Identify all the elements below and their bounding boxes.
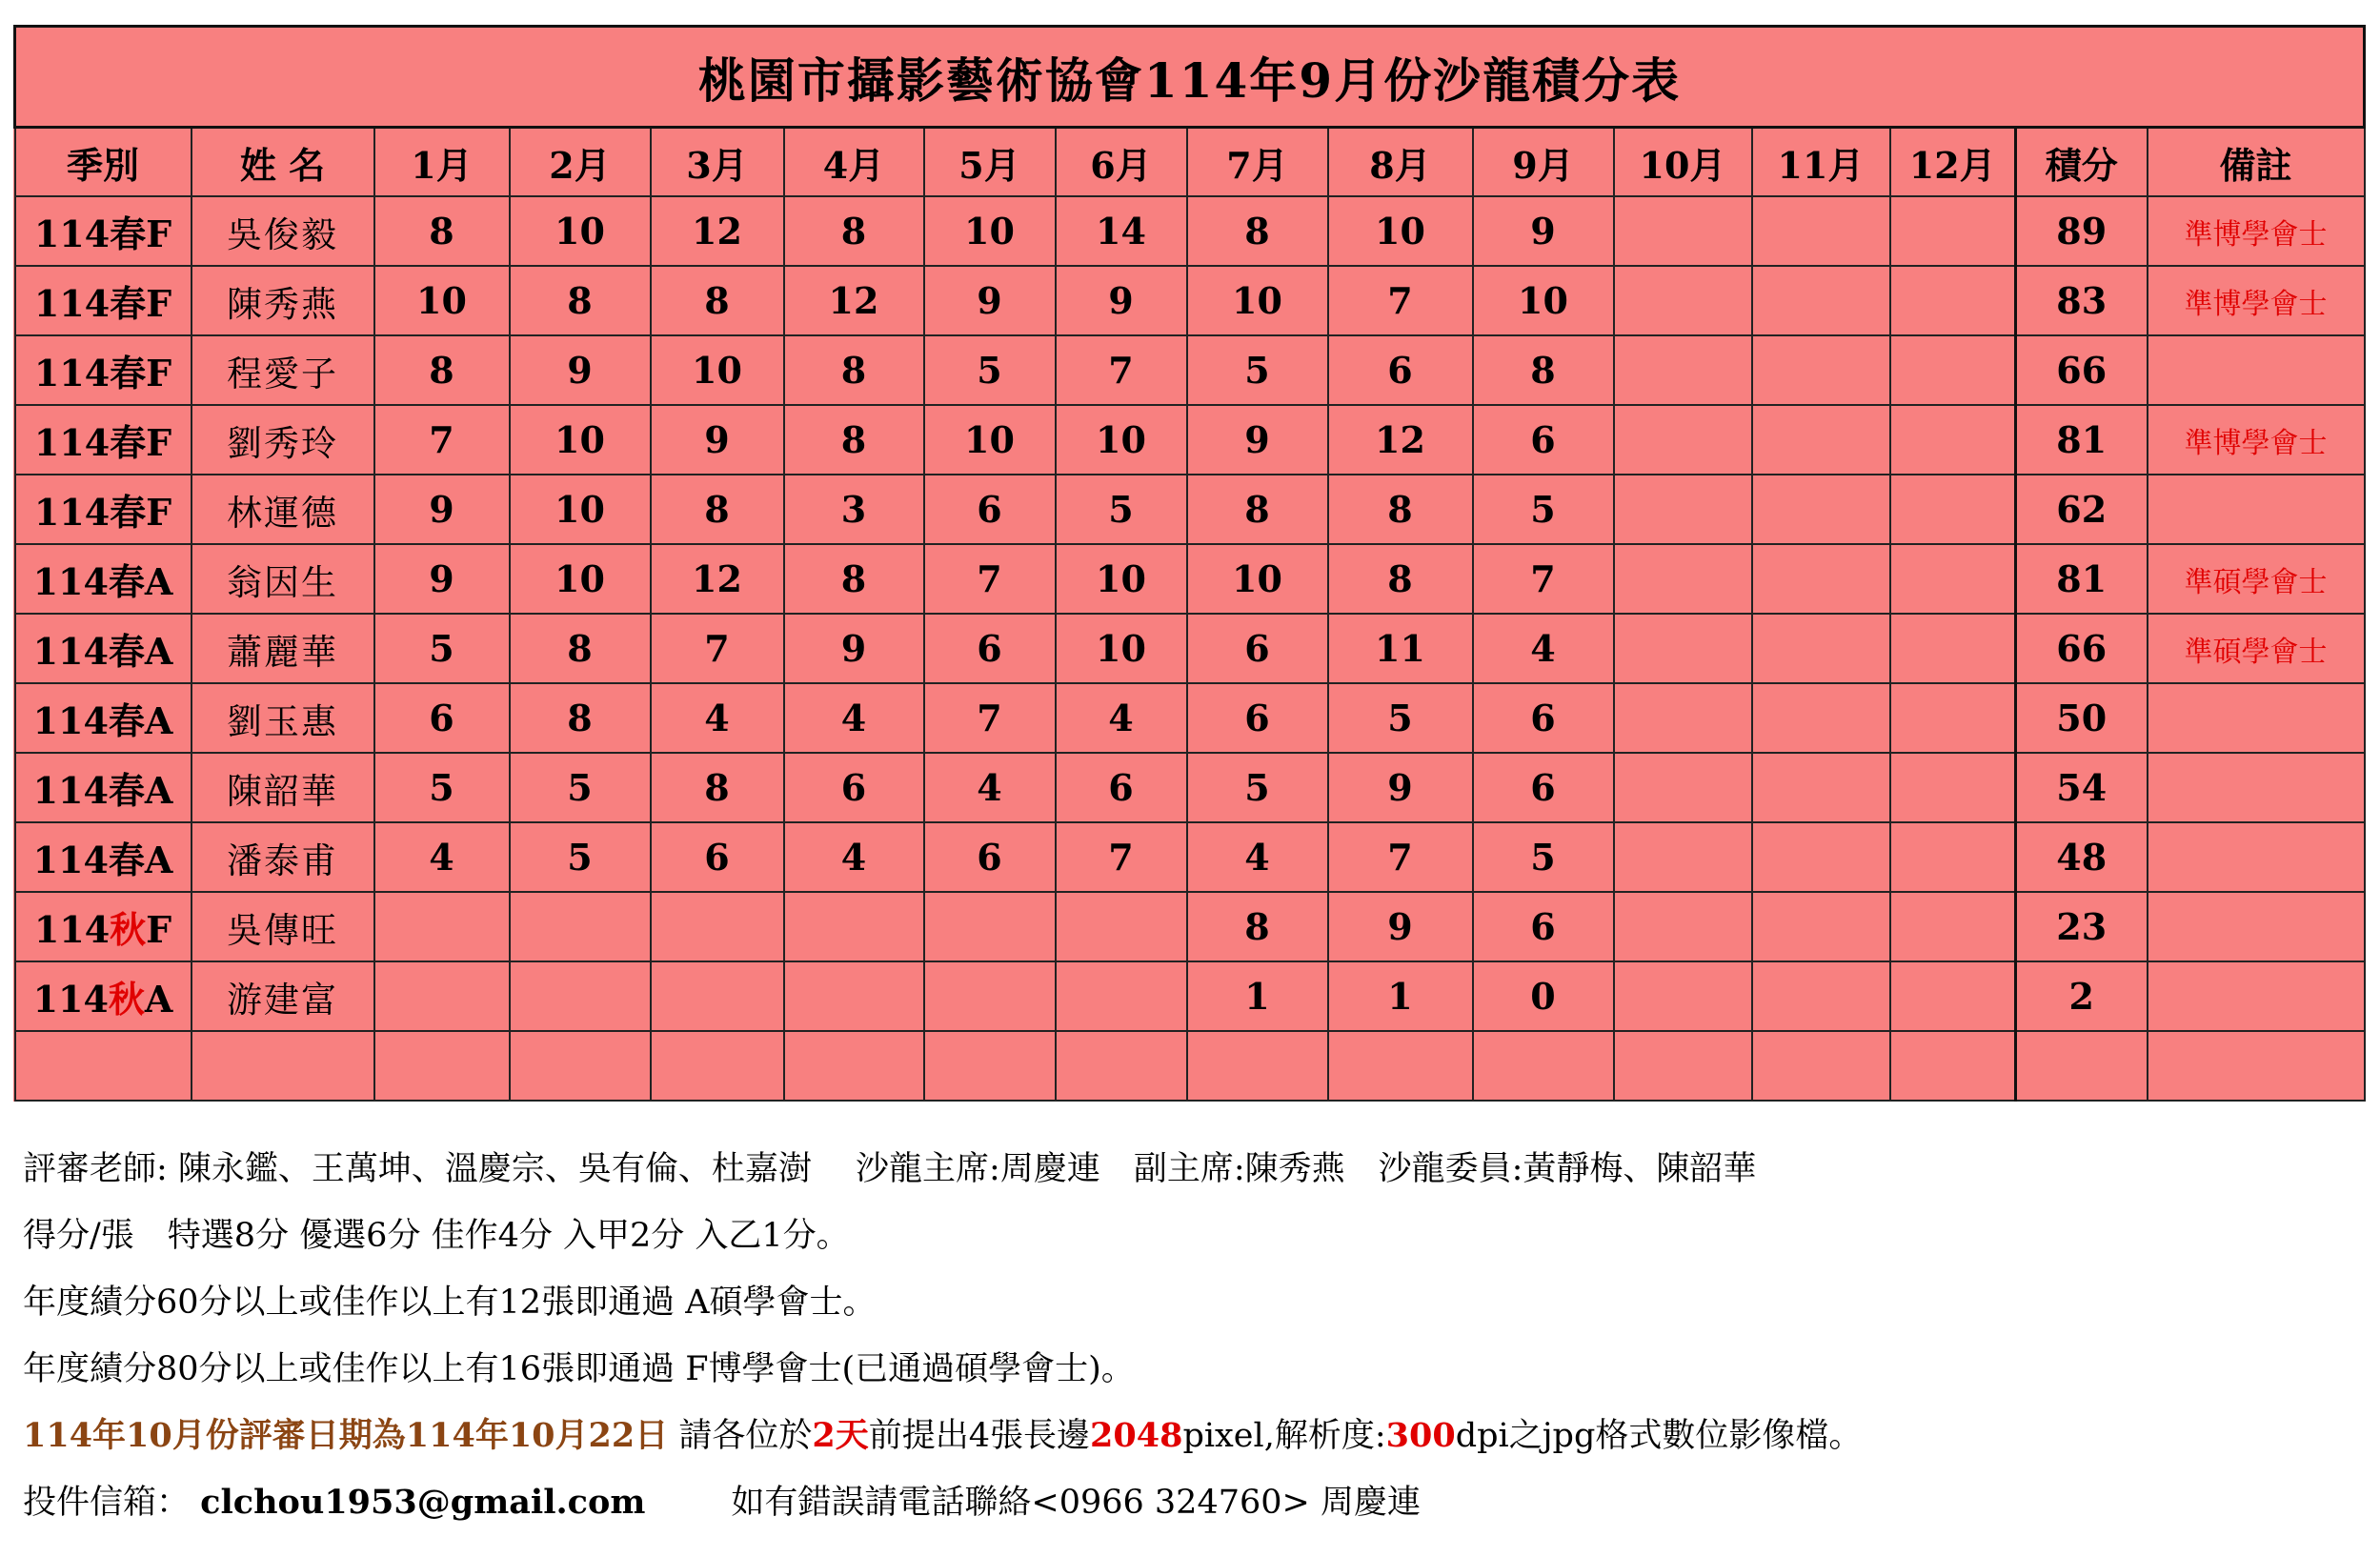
- month-score: [1056, 961, 1187, 1031]
- month-score: [1614, 683, 1752, 753]
- total-score: 48: [2016, 822, 2148, 892]
- month-score: [1890, 405, 2016, 475]
- month-score: [1614, 892, 1752, 961]
- month-score: 10: [510, 475, 651, 544]
- column-header: 備註: [2148, 128, 2365, 197]
- season-cell: [15, 266, 192, 335]
- season-cell: [15, 614, 192, 683]
- month-score: [510, 892, 651, 961]
- month-score: 4: [651, 683, 784, 753]
- table-row: [15, 335, 2365, 405]
- month-score: 0: [1473, 961, 1614, 1031]
- total-score: 66: [2016, 614, 2148, 683]
- month-score: [1056, 1031, 1187, 1101]
- month-score: [1056, 892, 1187, 961]
- month-score: 9: [374, 475, 510, 544]
- month-score: [1890, 544, 2016, 614]
- member-name: 游建富: [192, 961, 374, 1031]
- month-score: 12: [784, 266, 924, 335]
- remark: [2148, 1031, 2365, 1101]
- f-level-rule: 年度績分80分以上或佳作以上有16張即通過 F博學會士(已通過碩學會士)。: [23, 1350, 1135, 1388]
- a-level-rule: 年度績分60分以上或佳作以上有12張即通過 A碩學會士。: [23, 1284, 877, 1322]
- month-score: 8: [651, 475, 784, 544]
- month-score: 7: [1328, 266, 1473, 335]
- month-score: 5: [510, 822, 651, 892]
- season-cell: [15, 892, 192, 961]
- month-score: [1752, 1031, 1890, 1101]
- table-row: [15, 961, 2365, 1031]
- month-score: 10: [924, 196, 1056, 266]
- month-score: 7: [374, 405, 510, 475]
- month-score: 6: [1473, 892, 1614, 961]
- month-score: 4: [924, 753, 1056, 822]
- month-score: 5: [1473, 475, 1614, 544]
- table-row: [15, 475, 2365, 544]
- season-level: A: [144, 630, 173, 673]
- month-score: [924, 961, 1056, 1031]
- month-score: 10: [510, 405, 651, 475]
- remark: 準碩學會士: [2148, 544, 2365, 614]
- month-score: [1614, 961, 1752, 1031]
- month-score: [1187, 1031, 1328, 1101]
- month-score: [1890, 753, 2016, 822]
- column-header: 5月: [924, 128, 1056, 197]
- month-score: 4: [1473, 614, 1614, 683]
- month-score: 9: [1187, 405, 1328, 475]
- member-name: 劉玉惠: [192, 683, 374, 753]
- month-score: 7: [924, 544, 1056, 614]
- month-score: 6: [1056, 753, 1187, 822]
- month-score: 7: [1328, 822, 1473, 892]
- season-level: F: [146, 491, 172, 534]
- remark: [2148, 892, 2365, 961]
- total-score: 2: [2016, 961, 2148, 1031]
- judges-line: 評審老師: 陳永鑑、王萬坤、溫慶宗、吳有倫、杜嘉澍 沙龍主席:周慶連 副主席:陳秀燕 沙龍委員:黃靜梅、陳韶華: [23, 1150, 1757, 1188]
- total-score: 83: [2016, 266, 2148, 335]
- month-score: 10: [510, 196, 651, 266]
- season-year: 114春: [32, 699, 145, 742]
- season-year: 114: [33, 908, 111, 951]
- month-score: 8: [510, 266, 651, 335]
- month-score: 8: [784, 335, 924, 405]
- season-year: 114: [32, 978, 109, 1021]
- month-score: [1473, 1031, 1614, 1101]
- month-score: [1890, 1031, 2016, 1101]
- month-score: [1890, 335, 2016, 405]
- season-level: A: [144, 769, 173, 812]
- month-score: 7: [924, 683, 1056, 753]
- season-year: 114春: [33, 491, 147, 534]
- table-row: [15, 1031, 2365, 1101]
- month-score: [1614, 196, 1752, 266]
- month-score: 8: [651, 266, 784, 335]
- member-name: 吳傳旺: [192, 892, 374, 961]
- month-score: [1614, 405, 1752, 475]
- month-score: 6: [1473, 405, 1614, 475]
- member-name: 陳韶華: [192, 753, 374, 822]
- month-score: 8: [1187, 196, 1328, 266]
- month-score: 6: [784, 753, 924, 822]
- month-score: [1890, 266, 2016, 335]
- month-score: 10: [510, 544, 651, 614]
- month-score: 5: [1187, 753, 1328, 822]
- total-score: [2016, 1031, 2148, 1101]
- month-score: 10: [1187, 266, 1328, 335]
- column-header: 姓 名: [192, 128, 374, 197]
- month-score: 5: [1328, 683, 1473, 753]
- month-score: 10: [1187, 544, 1328, 614]
- season-cell: [15, 475, 192, 544]
- month-score: 5: [510, 753, 651, 822]
- member-name: [192, 1031, 374, 1101]
- season-level: A: [144, 839, 173, 881]
- column-header: 9月: [1473, 128, 1614, 197]
- table-title: 桃園市攝影藝術協會114年9月份沙龍積分表: [15, 27, 2365, 128]
- season-term: 秋: [110, 908, 147, 951]
- season-term: 秋: [108, 978, 145, 1021]
- month-score: 12: [651, 196, 784, 266]
- days-value: 2天: [812, 1416, 869, 1455]
- month-score: [784, 961, 924, 1031]
- column-header: 積分: [2016, 128, 2148, 197]
- month-score: [510, 961, 651, 1031]
- month-score: [374, 892, 510, 961]
- season-year: 114春: [33, 212, 147, 255]
- table-row: [15, 683, 2365, 753]
- month-score: 4: [374, 822, 510, 892]
- month-score: [1752, 335, 1890, 405]
- season-cell: [15, 822, 192, 892]
- column-header: 4月: [784, 128, 924, 197]
- month-score: 4: [1056, 683, 1187, 753]
- month-score: [651, 961, 784, 1031]
- month-score: 9: [374, 544, 510, 614]
- total-score: 50: [2016, 683, 2148, 753]
- season-cell: [15, 544, 192, 614]
- month-score: 8: [1473, 335, 1614, 405]
- month-score: [1752, 544, 1890, 614]
- season-level: F: [146, 352, 172, 394]
- month-score: 4: [784, 822, 924, 892]
- month-score: 10: [1056, 544, 1187, 614]
- month-score: [651, 892, 784, 961]
- notes-section: [23, 1136, 2367, 1536]
- season-year: 114春: [32, 560, 145, 603]
- month-score: [1752, 822, 1890, 892]
- table-row: [15, 266, 2365, 335]
- month-score: [1890, 892, 2016, 961]
- month-score: 9: [784, 614, 924, 683]
- month-score: 8: [1328, 544, 1473, 614]
- month-score: [1890, 196, 2016, 266]
- submission-text-a: 請各位於: [668, 1417, 813, 1455]
- month-score: [1614, 544, 1752, 614]
- month-score: [1752, 475, 1890, 544]
- table-row: [15, 614, 2365, 683]
- month-score: 7: [1473, 544, 1614, 614]
- remark: [2148, 961, 2365, 1031]
- month-score: [510, 1031, 651, 1101]
- season-year: 114春: [33, 421, 147, 464]
- month-score: [784, 1031, 924, 1101]
- month-score: [1752, 892, 1890, 961]
- month-score: 7: [1056, 822, 1187, 892]
- month-score: [924, 1031, 1056, 1101]
- contact-line: [23, 1469, 2367, 1536]
- remark: [2148, 683, 2365, 753]
- remark: [2148, 475, 2365, 544]
- submission-line: [23, 1403, 2367, 1469]
- total-score: 62: [2016, 475, 2148, 544]
- month-score: 6: [924, 475, 1056, 544]
- month-score: [1328, 1031, 1473, 1101]
- month-score: 6: [1473, 683, 1614, 753]
- column-header: 3月: [651, 128, 784, 197]
- month-score: 8: [784, 405, 924, 475]
- month-score: [1890, 961, 2016, 1031]
- month-score: 6: [924, 614, 1056, 683]
- month-score: [1614, 335, 1752, 405]
- month-score: 8: [651, 753, 784, 822]
- remark: [2148, 822, 2365, 892]
- month-score: [1614, 614, 1752, 683]
- month-score: 10: [1328, 196, 1473, 266]
- table-row: [15, 822, 2365, 892]
- table-body: [15, 196, 2365, 1101]
- member-name: 蕭麗華: [192, 614, 374, 683]
- month-score: 1: [1187, 961, 1328, 1031]
- month-score: [1890, 614, 2016, 683]
- remark: [2148, 753, 2365, 822]
- remark: 準博學會士: [2148, 405, 2365, 475]
- month-score: 5: [374, 753, 510, 822]
- season-cell: [15, 196, 192, 266]
- season-year: 114春: [33, 282, 147, 325]
- remark: 準碩學會士: [2148, 614, 2365, 683]
- month-score: 9: [924, 266, 1056, 335]
- season-level: A: [144, 699, 173, 742]
- month-score: 7: [651, 614, 784, 683]
- month-score: 9: [1473, 196, 1614, 266]
- column-header: 7月: [1187, 128, 1328, 197]
- month-score: 7: [1056, 335, 1187, 405]
- scoring-line: 得分/張 特選8分 優選6分 佳作4分 入甲2分 入乙1分。: [23, 1217, 850, 1255]
- month-score: [784, 892, 924, 961]
- table-row: [15, 405, 2365, 475]
- month-score: [1890, 822, 2016, 892]
- month-score: 8: [510, 614, 651, 683]
- table-row: [15, 196, 2365, 266]
- month-score: 8: [1187, 892, 1328, 961]
- month-score: 6: [1187, 683, 1328, 753]
- season-cell: [15, 683, 192, 753]
- month-score: 4: [784, 683, 924, 753]
- month-score: 10: [651, 335, 784, 405]
- month-score: [1752, 961, 1890, 1031]
- month-score: 4: [1187, 822, 1328, 892]
- month-score: 8: [1187, 475, 1328, 544]
- month-score: 10: [1056, 614, 1187, 683]
- month-score: [1890, 683, 2016, 753]
- month-score: 9: [1328, 753, 1473, 822]
- member-name: 吳俊毅: [192, 196, 374, 266]
- column-header: 10月: [1614, 128, 1752, 197]
- member-name: 林運德: [192, 475, 374, 544]
- column-header: 季別: [15, 128, 192, 197]
- season-level: F: [146, 421, 172, 464]
- month-score: [1614, 822, 1752, 892]
- season-level: A: [144, 560, 173, 603]
- month-score: 5: [374, 614, 510, 683]
- season-level: F: [146, 908, 172, 951]
- month-score: 8: [374, 335, 510, 405]
- month-score: [374, 961, 510, 1031]
- season-level: F: [146, 282, 172, 325]
- dpi-value: 300: [1385, 1416, 1456, 1455]
- season-cell: [15, 961, 192, 1031]
- month-score: 9: [510, 335, 651, 405]
- pixel-value: 2048: [1090, 1416, 1183, 1455]
- season-cell: [15, 335, 192, 405]
- member-name: 程愛子: [192, 335, 374, 405]
- month-score: 8: [784, 196, 924, 266]
- email-label: 投件信箱：: [23, 1484, 191, 1522]
- month-score: 12: [1328, 405, 1473, 475]
- contact-text: 如有錯誤請電話聯絡<0966 324760> 周慶連: [731, 1484, 1421, 1522]
- month-score: 6: [651, 822, 784, 892]
- remark: 準博學會士: [2148, 266, 2365, 335]
- total-score: 66: [2016, 335, 2148, 405]
- submission-text-b: 前提出4張長邊: [868, 1417, 1091, 1455]
- month-score: 6: [924, 822, 1056, 892]
- member-name: 潘泰甫: [192, 822, 374, 892]
- month-score: 3: [784, 475, 924, 544]
- month-score: 9: [651, 405, 784, 475]
- month-score: [1752, 753, 1890, 822]
- month-score: 10: [924, 405, 1056, 475]
- season-cell: [15, 405, 192, 475]
- month-score: 6: [1328, 335, 1473, 405]
- month-score: [1614, 475, 1752, 544]
- member-name: 劉秀玲: [192, 405, 374, 475]
- header-row: [15, 128, 2365, 197]
- table-row: [15, 892, 2365, 961]
- remark: 準博學會士: [2148, 196, 2365, 266]
- month-score: 5: [1056, 475, 1187, 544]
- month-score: [1890, 475, 2016, 544]
- score-table: [13, 25, 2366, 1102]
- month-score: [651, 1031, 784, 1101]
- month-score: [1614, 753, 1752, 822]
- season-level: A: [144, 978, 173, 1021]
- season-cell: [15, 753, 192, 822]
- submission-text-d: dpi之jpg格式數位影像檔。: [1455, 1417, 1863, 1455]
- month-score: 10: [374, 266, 510, 335]
- month-score: 11: [1328, 614, 1473, 683]
- month-score: [1752, 614, 1890, 683]
- month-score: 8: [510, 683, 651, 753]
- month-score: 5: [1473, 822, 1614, 892]
- submission-text-c: pixel,解析度:: [1182, 1417, 1386, 1455]
- month-score: [1752, 683, 1890, 753]
- month-score: 14: [1056, 196, 1187, 266]
- month-score: [924, 892, 1056, 961]
- table-row: [15, 544, 2365, 614]
- total-score: 81: [2016, 405, 2148, 475]
- month-score: 8: [784, 544, 924, 614]
- table-row: [15, 753, 2365, 822]
- month-score: 6: [374, 683, 510, 753]
- month-score: [1752, 266, 1890, 335]
- column-header: 6月: [1056, 128, 1187, 197]
- month-score: 10: [1473, 266, 1614, 335]
- total-score: 54: [2016, 753, 2148, 822]
- season-year: 114春: [32, 839, 145, 881]
- month-score: 9: [1328, 892, 1473, 961]
- month-score: 12: [651, 544, 784, 614]
- month-score: 1: [1328, 961, 1473, 1031]
- total-score: 23: [2016, 892, 2148, 961]
- total-score: 81: [2016, 544, 2148, 614]
- column-header: 2月: [510, 128, 651, 197]
- month-score: [1752, 405, 1890, 475]
- month-score: [1614, 1031, 1752, 1101]
- month-score: [374, 1031, 510, 1101]
- season-year: 114春: [33, 352, 147, 394]
- season-cell: [15, 1031, 192, 1101]
- column-header: 8月: [1328, 128, 1473, 197]
- member-name: 翁因生: [192, 544, 374, 614]
- season-level: F: [146, 212, 172, 255]
- season-year: 114春: [32, 630, 145, 673]
- month-score: 6: [1187, 614, 1328, 683]
- month-score: 5: [924, 335, 1056, 405]
- month-score: 8: [374, 196, 510, 266]
- month-score: 8: [1328, 475, 1473, 544]
- email-link[interactable]: clchou1953@gmail.com: [200, 1483, 646, 1522]
- month-score: 5: [1187, 335, 1328, 405]
- month-score: [1752, 196, 1890, 266]
- month-score: [1614, 266, 1752, 335]
- column-header: 1月: [374, 128, 510, 197]
- column-header: 12月: [1890, 128, 2016, 197]
- month-score: 6: [1473, 753, 1614, 822]
- member-name: 陳秀燕: [192, 266, 374, 335]
- month-score: 9: [1056, 266, 1187, 335]
- total-score: 89: [2016, 196, 2148, 266]
- column-header: 11月: [1752, 128, 1890, 197]
- judging-date: 114年10月份評審日期為114年10月22日: [23, 1416, 669, 1455]
- month-score: 10: [1056, 405, 1187, 475]
- remark: [2148, 335, 2365, 405]
- season-year: 114春: [32, 769, 145, 812]
